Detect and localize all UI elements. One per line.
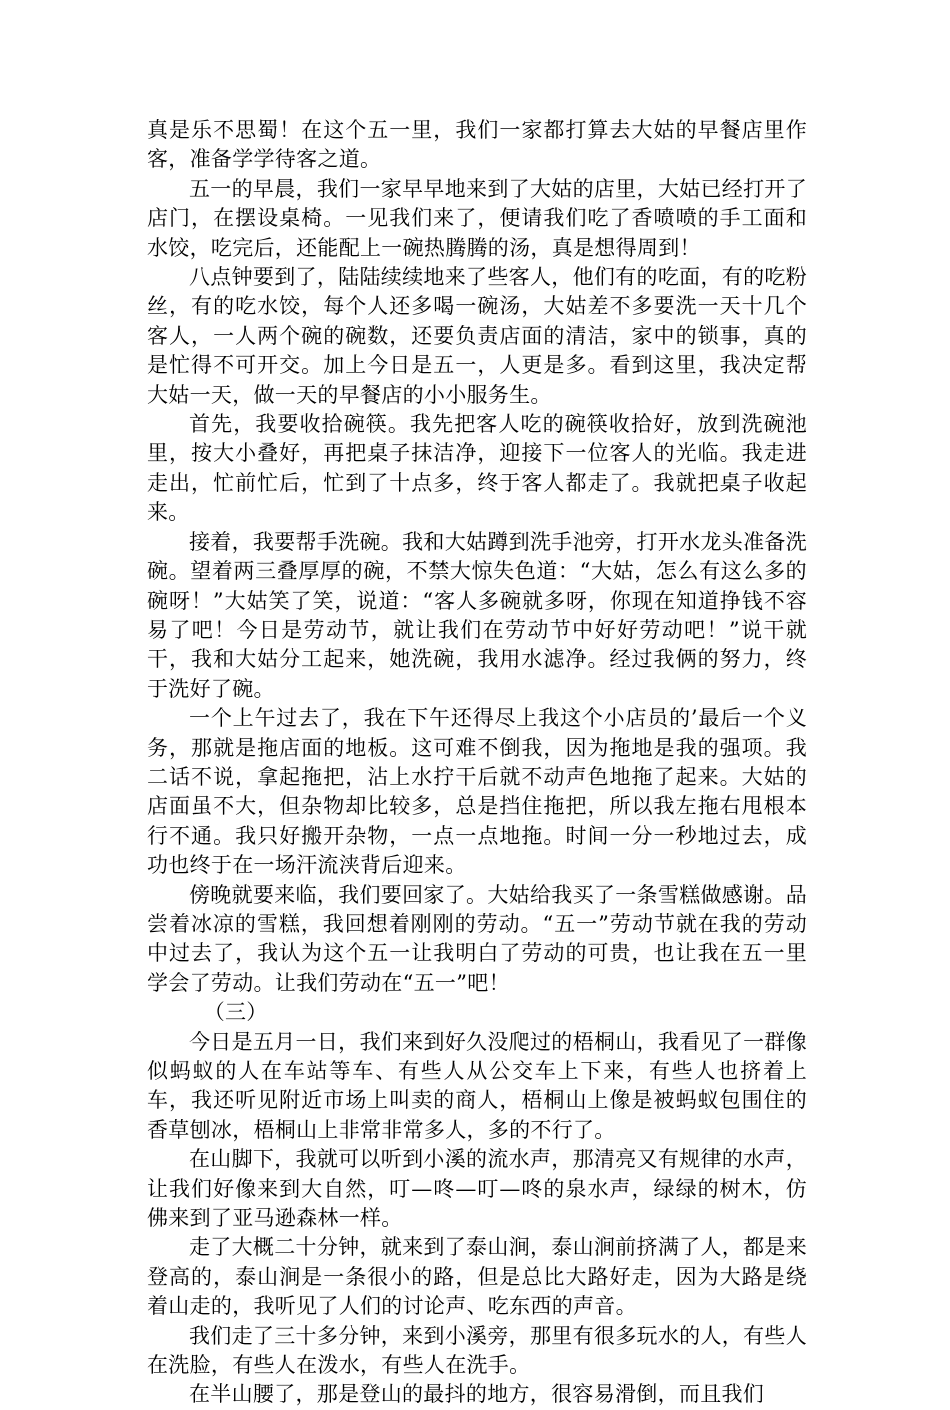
essay-text-body [147,116,807,1410]
paragraph: 我们走了三十多分钟，来到小溪旁，那里有很多玩水的人，有些人在洗脸，有些人在泼水，有些人在洗手。 [147,1323,807,1378]
paragraph: 在半山腰了，那是登山的最抖的地方，很容易滑倒，而且我们 [189,1382,765,1407]
paragraph: 接着，我要帮手洗碗。我和大姑蹲到洗手池旁，打开水龙头准备洗碗。望着两三叠厚厚的碗，不禁大惊失色道：“大姑，怎么有这么多的碗呀！”大姑笑了笑，说道：“客人多碗就多呀，你现在知道挣钱不容易了吧！今日是劳动节，就让我们在劳动节中好好劳动吧！”说干就干，我和大姑分工起来，她洗碗，我用水滤净。经过我俩的努力，终于洗好了碗。 [147,529,807,701]
paragraph: 五一的早晨，我们一家早早地来到了大姑的店里，大姑已经打开了店门，在摆设桌椅。一见我们来了，便请我们吃了香喷喷的手工面和水饺，吃完后，还能配上一碗热腾腾的汤，真是想得周到！ [147,176,807,260]
section-heading: （三） [203,1000,268,1025]
paragraph: 一个上午过去了，我在下午还得尽上我这个小店员的’最后一个义务，那就是拖店面的地板。这可难不倒我，因为拖地是我的强项。我二话不说，拿起拖把，沾上水拧干后就不动声色地拖了起来。大姑的店面虽不大，但杂物却比较多，总是挡住拖把，所以我左拖右甩根本行不通。我只好搬开杂物，一点一点地拖。时间一分一秒地过去，成功也终于在一场汗流浃背后迎来。 [147,706,807,878]
paragraph: 首先，我要收拾碗筷。我先把客人吃的碗筷收拾好，放到洗碗池里，按大小叠好，再把桌子抹洁净，迎接下一位客人的光临。我走进走出，忙前忙后，忙到了十点多，终于客人都走了。我就把桌子收起来。 [147,412,807,525]
paragraph: 真是乐不思蜀！在这个五一里，我们一家都打算去大姑的早餐店里作客，准备学学待客之道。 [147,118,807,172]
paragraph: 今日是五月一日，我们来到好久没爬过的梧桐山，我看见了一群像似蚂蚁的人在车站等车、有些人从公交车上下来，有些人也挤着上车，我还听见附近市场上叫卖的商人，梧桐山上像是被蚂蚁包围住的香草刨冰，梧桐山上非常非常多人，多的不行了。 [147,1029,807,1142]
paragraph: 在山脚下，我就可以听到小溪的流水声，那清亮又有规律的水声，让我们好像来到大自然，叮—咚—叮—咚的泉水声，绿绿的树木，仿佛来到了亚马逊森林一样。 [147,1147,807,1231]
paragraph: 傍晚就要来临，我们要回家了。大姑给我买了一条雪糕做感谢。品尝着冰凉的雪糕，我回想着刚刚的劳动。“五一”劳动节就在我的劳动中过去了，我认为这个五一让我明白了劳动的可贵，也让我在五一里学会了劳动。让我们劳动在“五一”吧！ [147,882,807,995]
paragraph: 走了大概二十分钟，就来到了泰山涧，泰山涧前挤满了人，都是来登高的，泰山涧是一条很小的路，但是总比大路好走，因为大路是绕着山走的，我听见了人们的讨论声、吃东西的声音。 [147,1235,807,1319]
paragraph: 八点钟要到了，陆陆续续地来了些客人，他们有的吃面，有的吃粉丝，有的吃水饺，每个人还多喝一碗汤，大姑差不多要洗一天十几个客人，一人两个碗的碗数，还要负责店面的清洁，家中的锁事，真的是忙得不可开交。加上今日是五一，人更是多。看到这里，我决定帮大姑一天，做一天的早餐店的小小服务生。 [147,265,807,407]
